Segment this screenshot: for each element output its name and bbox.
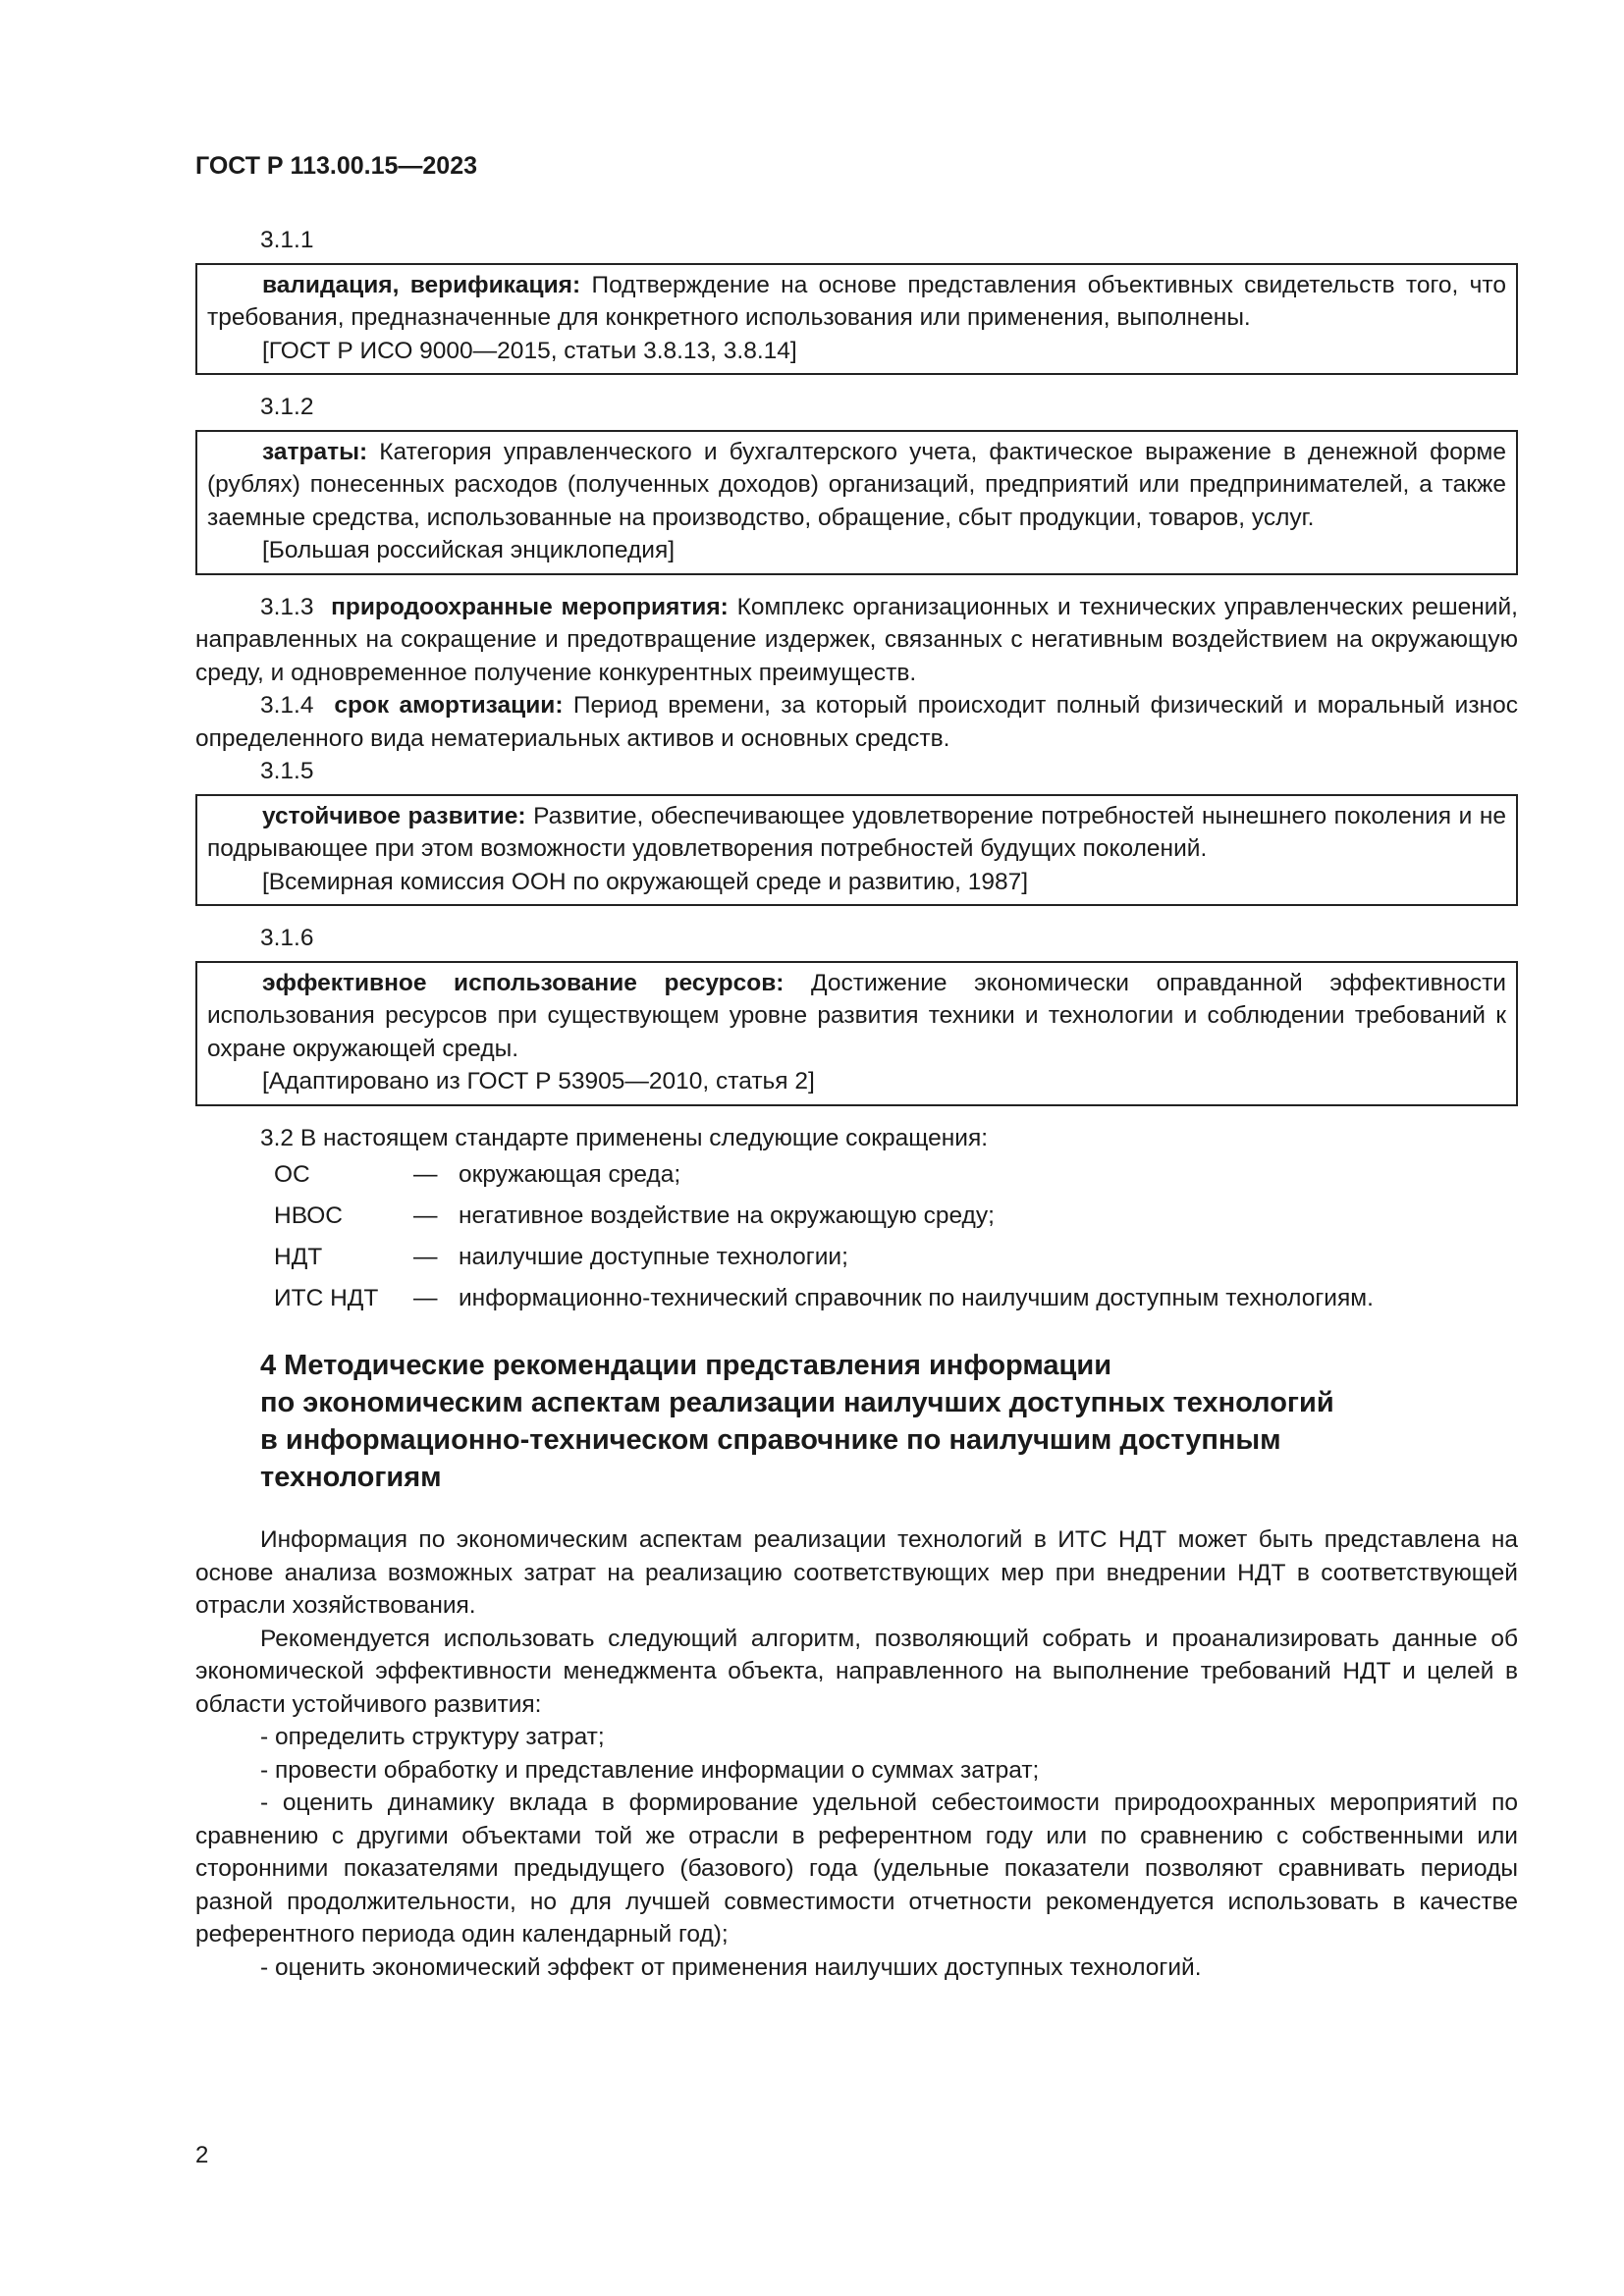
section-heading-line: по экономическим аспектам реализации наилучших доступных технологий [260, 1387, 1334, 1418]
term-text: Комплекс организационных и технических управленческих решений, направленных на сокращение и предотвращение издержек, связанных с негативным воздействием на окружающую среду, и одновременное получение конкурентных преимуществ. [195, 593, 1518, 686]
body-paragraph: Рекомендуется использовать следующий алгоритм, позволяющий собрать и проанализировать данные об экономической эффективности менеджмента объекта, направленного на выполнение требований НДТ и целей в области устойчивого развития: [195, 1625, 1518, 1718]
term-definition [207, 967, 1506, 1066]
term-box [195, 961, 1518, 1106]
page-number: 2 [195, 2142, 209, 2168]
term-text: Подтверждение на основе представления объективных свидетельств того, что требования, предназначенные для конкретного использования или применения, выполнены. [207, 271, 1506, 331]
term-box [195, 430, 1518, 575]
abbreviation-row [195, 1196, 1518, 1237]
term-text: Категория управленческого и бухгалтерского учета, фактическое выражение в денежной форме (рублях) понесенных расходов (полученных доходов) организаций, предприятий или предпринимателей, а также заемные средства, использованные на производство, обращение, сбыт продукции, товаров, услуг. [207, 438, 1506, 531]
term-name: эффективное использование ресурсов: [262, 969, 785, 996]
list-item: - провести обработку и представление информации о суммах затрат; [260, 1756, 1040, 1784]
term-name: устойчивое развитие: [262, 802, 526, 829]
document-header: ГОСТ Р 113.00.15—2023 [195, 152, 478, 180]
term-number: 3.1.6 [260, 925, 314, 951]
list-item: - оценить динамику вклада в формирование удельной себестоимости природоохранных мероприятий по сравнению с другими объектами той же отрасли в референтном году или по сравнению с собственными или сторонними показателями предыдущего (базового) года (удельные показатели позволяют сравнивать периоды разной продолжительности, но для лучшей совместимости отчетности рекомендуется использовать в качестве референтного периода один календарный год); [195, 1789, 1518, 1948]
term-number: 3.1.1 [260, 227, 314, 253]
term-text: Достижение экономически оправданной эффективности использования ресурсов при существующем уровне развития техники и технологии и соблюдении требований к охране окружающей среды. [207, 969, 1506, 1062]
abbreviation-meaning: окружающая среда; [459, 1161, 681, 1189]
term-paragraph [195, 689, 1518, 755]
abbreviation-row [195, 1278, 1518, 1319]
term-source: [Адаптировано из ГОСТ Р 53905—2010, статья 2] [262, 1068, 815, 1095]
term-number: 3.1.5 [260, 758, 314, 784]
term-name: срок амортизации: [334, 692, 564, 719]
list-item: - оценить экономический эффект от применения наилучших доступных технологий. [260, 1953, 1202, 1981]
abbreviation: НВОС [274, 1202, 343, 1230]
abbreviation-dash: — [413, 1202, 438, 1230]
term-source: [Большая российская энциклопедия] [262, 537, 676, 563]
term-name: затраты: [262, 438, 368, 465]
term-text: Развитие, обеспечивающее удовлетворение потребностей нынешнего поколения и не подрывающее при этом возможности удовлетворения потребностей будущих поколений. [207, 802, 1507, 862]
abbreviation: НДТ [274, 1244, 323, 1271]
term-number: 3.1.2 [260, 394, 314, 420]
abbreviations-intro: 3.2 В настоящем стандарте применены следующие сокращения: [260, 1124, 989, 1151]
term-name: природоохранные мероприятия: [331, 593, 729, 620]
term-text: Период времени, за который происходит полный физический и моральный износ определенного вида нематериальных активов и основных средств. [195, 692, 1518, 752]
abbreviation-dash: — [413, 1244, 438, 1271]
section-heading-line: 4 Методические рекомендации представления информации [260, 1350, 1112, 1381]
abbreviation: ОС [274, 1161, 310, 1189]
term-definition [207, 800, 1506, 866]
abbreviations-list [195, 1154, 1518, 1319]
list-item: - определить структуру затрат; [260, 1724, 605, 1750]
section-heading [260, 1347, 1518, 1496]
term-box [195, 794, 1518, 907]
term-box [195, 263, 1518, 376]
abbreviation-meaning: информационно-технический справочник по наилучшим доступным технологиям. [459, 1285, 1374, 1312]
term-definition [207, 269, 1506, 335]
abbreviation-dash: — [413, 1161, 438, 1189]
abbreviation-meaning: негативное воздействие на окружающую среду; [459, 1202, 995, 1230]
abbreviation: ИТС НДТ [274, 1285, 379, 1312]
term-source: [ГОСТ Р ИСО 9000—2015, статьи 3.8.13, 3.8.14] [262, 337, 797, 364]
body-paragraph: Информация по экономическим аспектам реализации технологий в ИТС НДТ может быть представлена на основе анализа возможных затрат на реализацию соответствующих мер при внедрении НДТ в соответствующей отрасли хозяйствования. [195, 1526, 1518, 1619]
term-source: [Всемирная комиссия ООН по окружающей среде и развитию, 1987] [262, 868, 1029, 895]
abbreviation-meaning: наилучшие доступные технологии; [459, 1244, 848, 1271]
term-number: 3.1.3 [260, 593, 314, 620]
term-number: 3.1.4 [260, 692, 314, 719]
section-heading-line: технологиям [260, 1462, 442, 1493]
term-definition [207, 436, 1506, 535]
abbreviation-row [195, 1237, 1518, 1278]
document-content [195, 224, 1518, 1984]
term-name: валидация, верификация: [262, 271, 581, 298]
section-heading-line: в информационно-техническом справочнике по наилучшим доступным [260, 1424, 1281, 1456]
term-paragraph [195, 591, 1518, 690]
abbreviation-dash: — [413, 1285, 438, 1312]
abbreviation-row [195, 1154, 1518, 1196]
